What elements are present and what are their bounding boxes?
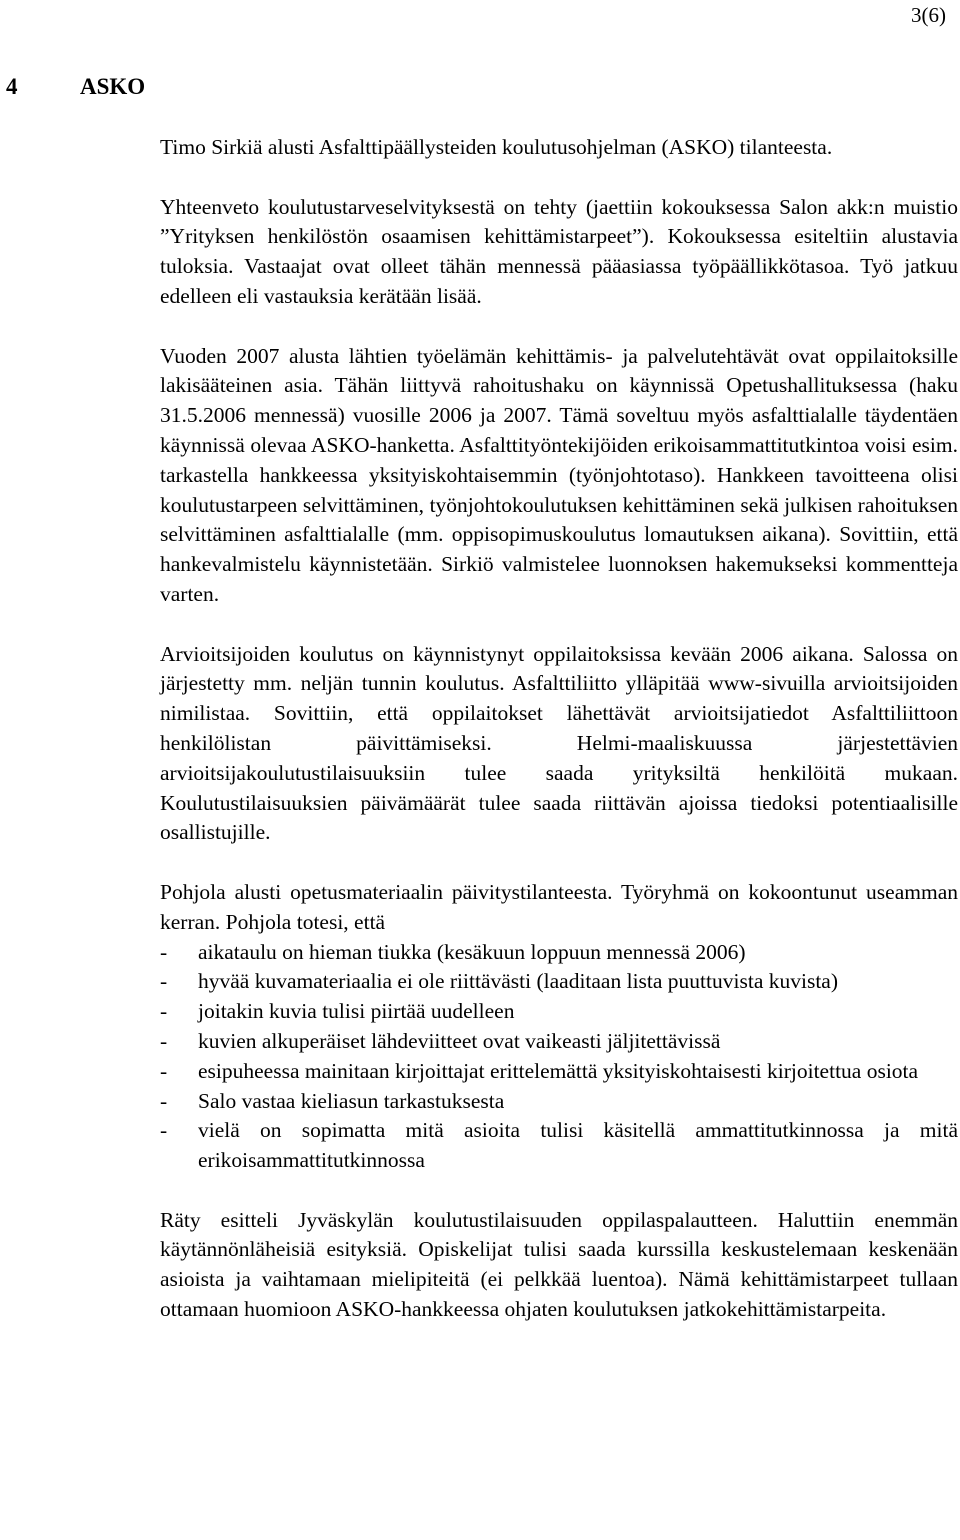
list-dash: -	[160, 969, 168, 994]
list-dash: -	[160, 1118, 168, 1143]
section-number: 4	[6, 74, 18, 99]
list-item	[160, 938, 958, 968]
paragraph-assessor-training: Arvioitsijoiden koulutus on käynnistynyt oppilaitoksissa kevään 2006 aikana. Salossa on järjestetty mm. neljän tunnin koulutus. Asfalttiliitto ylläpitää www-sivuilla arvioitsijoiden nimilistaa. Sovittiin, että oppilaitokset lähettävät arvioitsijatiedot Asfalttiliittoon henkilölistan päivittämiseksi. Helmi-maaliskuussa järjestettävien arvioitsijakoulutustilaisuuksiin tulee saada yrityksiltä henkilöitä mukaan. Koulutustilaisuuksien päivämäärät tulee saada riittävän ajoissa tiedoksi potentiaalisille osallistujille.	[160, 641, 958, 845]
list-item-text: Salo vastaa kieliasun tarkastuksesta	[198, 1088, 505, 1113]
teaching-material-list	[160, 938, 958, 1176]
paragraph-funding-application: Vuoden 2007 alusta lähtien työelämän kehittämis- ja palvelutehtävät ovat oppilaitoksille lakisääteinen asia. Tähän liittyvä rahoitushaku on käynnissä Opetushallituksessa (haku 31.5.2006 mennessä) vuosille 2006 ja 2007. Tämä soveltuu myös asfalttialalle täydentäen käynnissä olevaa ASKO-hanketta. Asfalttityöntekijöiden erikoisammattitutkintoa voisi esim. tarkastella hankkeessa yksityiskohtaisemmin (työnjohtotaso). Hankkeen tavoitteena olisi koulutustarpeen selvittäminen, työnjohtokoulutuksen kehittäminen sekä julkisen rahoituksen selvittäminen asfalttialalle (mm. oppisopimuskoulutus lomautuksen aikana). Sovittiin, että hankevalmistelu käynnistetään. Sirkiö valmistelee luonnoksen hakemukseksi kommentteja varten.	[160, 343, 958, 606]
list-item	[160, 1087, 958, 1117]
page-number: 3(6)	[911, 3, 946, 27]
list-dash: -	[160, 939, 168, 964]
list-item-text: esipuheessa mainitaan kirjoittajat erittelemättä yksityiskohtaisesti kirjoitettua osiota	[198, 1058, 919, 1083]
list-item-text: kuvien alkuperäiset lähdeviitteet ovat vaikeasti jäljitettävissä	[198, 1028, 721, 1053]
list-item	[160, 967, 958, 997]
paragraph-training-needs-summary: Yhteenveto koulutustarveselvityksestä on tehty (jaettiin kokouksessa Salon akk:n muistio ”Yrityksen henkilöstön osaamisen kehittämistarpeet”). Kokouksessa esiteltiin alustavia tuloksia. Vastaajat ovat olleet tähän mennessä pääasiassa työpäällikkötasoa. Työ jatkuu edelleen eli vastauksia kerätään lisää.	[160, 194, 958, 308]
paragraph-asko-intro: Timo Sirkiä alusti Asfalttipäällysteiden koulutusohjelman (ASKO) tilanteesta.	[160, 135, 833, 159]
list-item-text: hyvää kuvamateriaalia ei ole riittävästi (laaditaan lista puuttuvista kuvista)	[198, 969, 839, 994]
list-item-text: joitakin kuvia tulisi piirtää uudelleen	[198, 999, 515, 1024]
document-body	[160, 133, 958, 1325]
list-dash: -	[160, 1058, 168, 1083]
paragraph-student-feedback: Räty esitteli Jyväskylän koulutustilaisuuden oppilaspalautteen. Haluttiin enemmän käytännönläheisiä esityksiä. Opiskelijat tulisi saada kurssilla keskustelemaan keskenään asioista ja vaihtamaan mielipiteitä (ei pelkkää luentoa). Nämä kehittämistarpeet tullaan ottamaan huomioon ASKO-hankkeessa ohjaten koulutuksen jatkokehittämistarpeita.	[160, 1207, 958, 1322]
paragraph-teaching-material: Pohjola alusti opetusmateriaalin päivitystilanteesta. Työryhmä on kokoontunut useamman kerran. Pohjola totesi, että	[160, 879, 958, 934]
list-dash: -	[160, 1088, 168, 1113]
list-item-text: aikataulu on hieman tiukka (kesäkuun loppuun mennessä 2006)	[198, 939, 746, 964]
list-item	[160, 1027, 958, 1057]
list-dash: -	[160, 1028, 168, 1053]
list-item	[160, 997, 958, 1027]
list-item-text: vielä on sopimatta mitä asioita tulisi käsitellä ammattitutkinnossa ja mitä erikoisammattitutkinnossa	[198, 1118, 958, 1173]
section-title: ASKO	[80, 74, 146, 99]
list-item	[160, 1057, 958, 1087]
list-item	[160, 1116, 958, 1176]
list-dash: -	[160, 999, 168, 1024]
